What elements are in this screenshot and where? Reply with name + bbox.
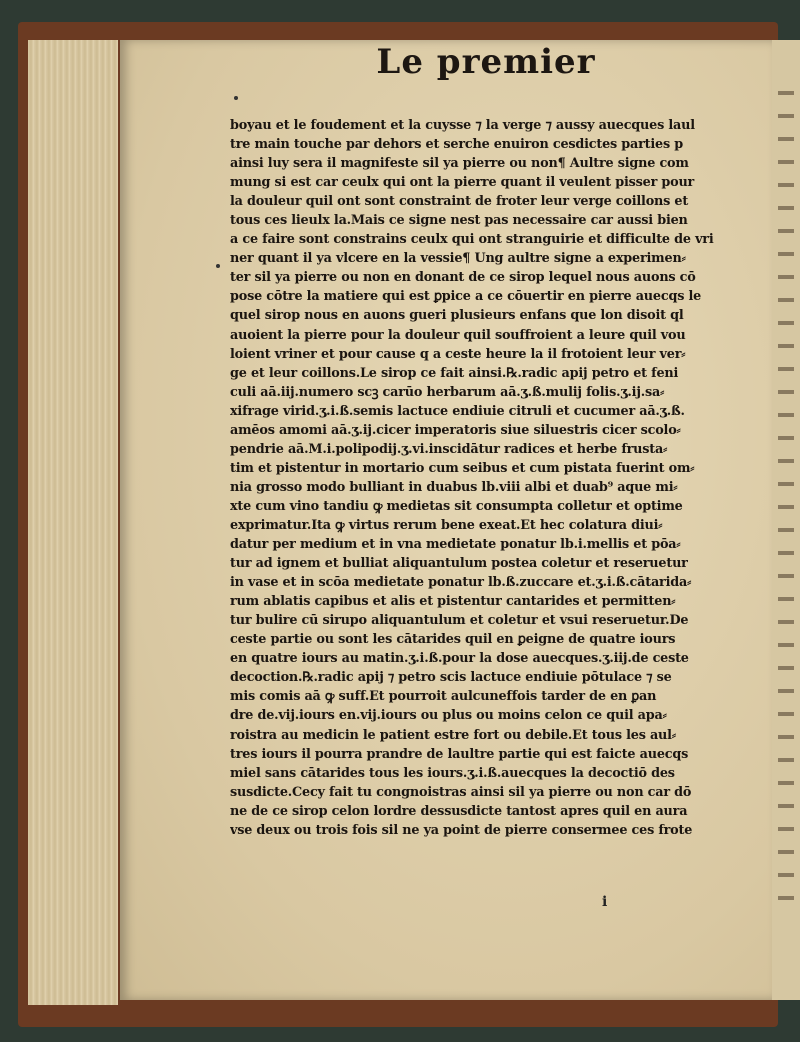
facing-page-edge: [770, 40, 800, 1000]
foot-mark: i: [602, 894, 608, 910]
text-line: loient vriner et pour cause q a ceste heure la il frotoient leur ver⸗: [230, 346, 686, 362]
text-line: xifrage virid.ʒ.i.ß.semis lactuce endiuie citruli et cucumer aā.ʒ.ß.: [230, 403, 685, 419]
text-line: miel sans cātarides tous les iours.ʒ.i.ß.auecques la decoctiō des: [230, 765, 675, 781]
text-line: a ce faire sont constrains ceulx qui ont stranguirie et difficulte de vri: [230, 232, 714, 248]
page-title: Le premier: [376, 42, 596, 82]
text-line: mis comis aā ꝙ suff.Et pourroit aulcuneffois tarder de en ꝑan: [230, 689, 657, 705]
margin-mark: [234, 96, 238, 100]
text-line: tur ad ignem et bulliat aliquantulum postea coletur et reseruetur: [230, 556, 688, 572]
text-line: susdicte.Cecy fait tu congnoistras ainsi sil ya pierre ou non car dō: [230, 784, 692, 800]
text-line: quel sirop nous en auons gueri plusieurs enfans que lon disoit ql: [230, 308, 684, 324]
text-line: vse deux ou trois fois sil ne ya point de pierre consermee ces frote: [230, 822, 693, 838]
text-line: auoient la pierre pour la douleur quil souffroient a leure quil vou: [230, 327, 686, 343]
text-line: roistra au medicin le patient estre fort ou debile.Et tous les aul⸗: [230, 727, 676, 743]
text-line: pose cōtre la matiere qui est ꝑpice a ce cōuertir en pierre auecqs le: [230, 289, 702, 305]
text-line: decoction.℞.radic apij ⁊ petro scis lactuce endiuie pōtulace ⁊ se: [230, 670, 672, 686]
page-edges: [28, 40, 118, 1005]
text-line: tim et pistentur in mortario cum seibus et cum pistata fuerint om⸗: [230, 460, 695, 476]
text-line: in vase et in scōa medietate ponatur lb.ß.zuccare et.ʒ.i.ß.cātarida⸗: [230, 575, 692, 591]
text-line: pendrie aā.M.i.polipodij.ʒ.vi.inscidātur radices et herbe frusta⸗: [230, 441, 668, 457]
text-line: culi aā.iij.numero scꝫ carūo herbarum aā.ʒ.ß.mulij folis.ʒ.ij.sa⸗: [230, 384, 665, 400]
text-line: nia grosso modo bulliant in duabus lb.viii albi et duab⁹ aque mi⸗: [230, 479, 678, 495]
text-line: tres iours il pourra prandre de laultre partie qui est faicte auecqs: [230, 746, 689, 762]
text-block: [230, 116, 730, 840]
facing-page-text-fragment: [778, 80, 794, 900]
text-line: ter sil ya pierre ou non en donant de ce sirop lequel nous auons cō: [230, 270, 696, 286]
text-line: boyau et le foudement et la cuysse ⁊ la verge ⁊ aussy auecques laul: [230, 118, 695, 133]
text-line: tous ces lieulx la.Mais ce signe nest pas necessaire car aussi bien: [230, 213, 688, 229]
text-line: ceste partie ou sont les cātarides quil en ꝑeigne de quatre iours: [230, 632, 676, 648]
text-line: rum ablatis capibus et alis et pistentur cantarides et permitten⸗: [230, 594, 676, 610]
text-line: xte cum vino tandiu ꝙ medietas sit consumpta colletur et optime: [230, 498, 683, 514]
text-line: tur bulire cū sirupo aliquantulum et coletur et vsui reseruetur.De: [230, 613, 689, 629]
margin-mark: [216, 264, 220, 268]
text-line: ainsi luy sera il magnifeste sil ya pierre ou non¶ Aultre signe com: [230, 156, 689, 172]
book-page: [120, 40, 772, 1000]
text-line: en quatre iours au matin.ʒ.i.ß.pour la dose auecques.ʒ.iij.de ceste: [230, 651, 689, 667]
text-line: dre de.vij.iours en.vij.iours ou plus ou moins celon ce quil apa⸗: [230, 708, 667, 724]
text-line: ner quant il ya vlcere en la vessie¶ Ung aultre signe a experimen⸗: [230, 251, 686, 267]
text-line: datur per medium et in vna medietate ponatur lb.i.mellis et pōa⸗: [230, 537, 681, 553]
text-line: tre main touche par dehors et serche enuiron cesdictes parties p: [230, 137, 684, 153]
text-line: ne de ce sirop celon lordre dessusdicte tantost apres quil en aura: [230, 803, 688, 819]
text-line: ge et leur coillons.Le sirop ce fait ainsi.℞.radic apij petro et feni: [230, 365, 679, 381]
text-line: la douleur quil ont sont constraint de froter leur verge coillons et: [230, 194, 689, 210]
text-line: exprimatur.Ita ꝙ virtus rerum bene exeat.Et hec colatura diui⸗: [230, 517, 663, 533]
text-line: amēos amomi aā.ʒ.ij.cicer imperatoris siue siluestris cicer scolo⸗: [230, 422, 681, 438]
text-line: mung si est car ceulx qui ont la pierre quant il veulent pisser pour: [230, 175, 695, 191]
